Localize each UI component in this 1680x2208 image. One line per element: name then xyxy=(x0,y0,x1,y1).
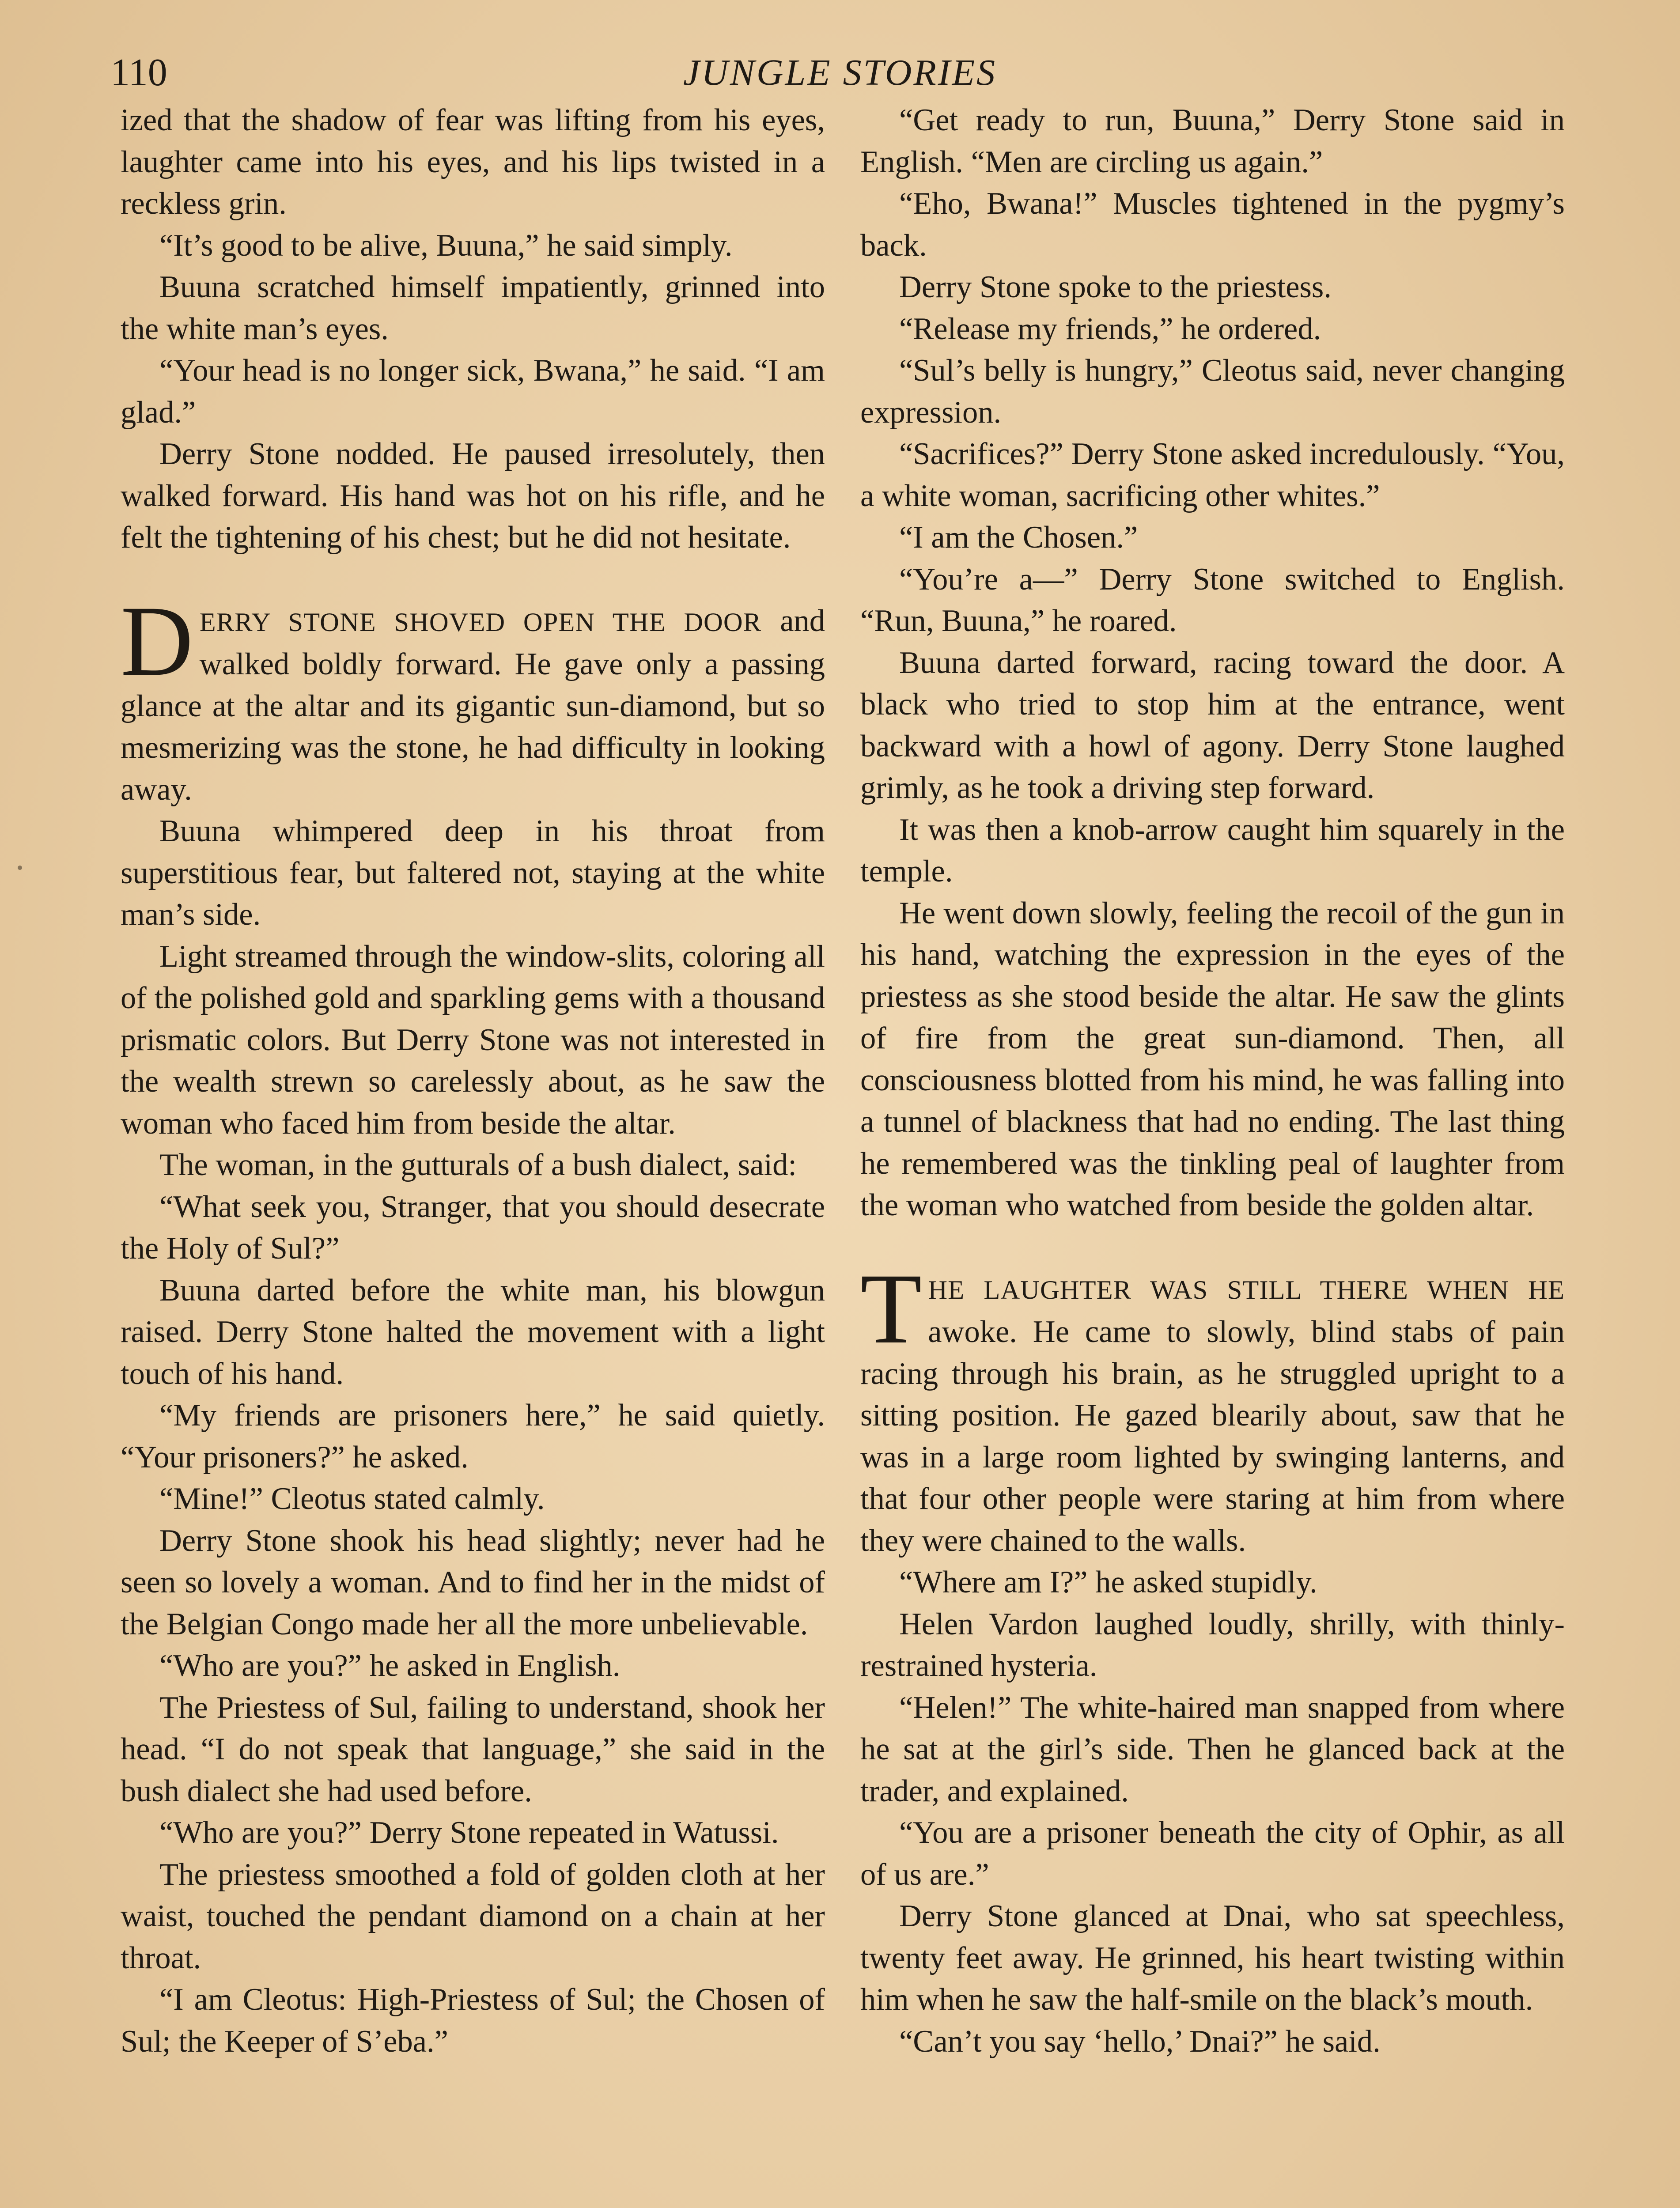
paragraph: “Sacrifices?” Derry Stone asked incredulously. “You, a white woman, sacrificing other whites.” xyxy=(860,437,1565,513)
paragraph: He went down slowly, feeling the recoil of the gun in his hand, watching the expression in the eyes of the priestess as she stood beside the altar. He saw the glints of fire from the great sun-diamond. Then, all consciousness blotted from his mind, he was falling into a tunnel of blackness that had no ending. The last thing he remembered was the tinkling peal of laughter from the woman who watched from beside the golden altar. xyxy=(860,896,1565,1222)
paragraph: “Sul’s belly is hungry,” Cleotus said, never changing expression. xyxy=(860,353,1565,430)
paragraph: It was then a knob-arrow caught him squarely in the temple. xyxy=(860,812,1565,888)
paragraph: “Eho, Bwana!” Muscles tightened in the pygmy’s back. xyxy=(860,186,1565,263)
paragraph: “My friends are prisoners here,” he said quietly. “Your prisoners?” he asked. xyxy=(121,1398,825,1475)
paragraph: ized that the shadow of fear was lifting from his eyes, laughter came into his eyes, and his lips twisted in a reckless grin. xyxy=(121,103,825,221)
section-lead-in: HE LAUGHTER WAS STILL THERE WHEN HE xyxy=(928,1275,1565,1305)
paragraph: “Your head is no longer sick, Bwana,” he said. “I am glad.” xyxy=(121,353,825,430)
left-column xyxy=(121,99,825,2062)
running-head: JUNGLE STORIES xyxy=(683,52,997,93)
paragraph: “Who are you?” he asked in English. xyxy=(159,1648,621,1683)
paragraph: Derry Stone spoke to the priestess. xyxy=(899,270,1332,304)
page-header xyxy=(110,49,1570,97)
section-lead-in: ERRY STONE SHOVED OPEN THE DOOR xyxy=(199,607,762,637)
drop-cap: T xyxy=(860,1253,922,1365)
paragraph: The woman, in the gutturals of a bush dialect, said: xyxy=(159,1148,797,1182)
paragraph: “Mine!” Cleotus stated calmly. xyxy=(159,1482,545,1516)
paragraph: “Release my friends,” he ordered. xyxy=(899,311,1321,346)
paragraph-text: awoke. He came to slowly, blind stabs of pain racing through his brain, as he struggled upright to a sitting position. He gazed blearily about, saw that he was in a large room lighted by swinging lanterns, and that four other people were staring at him from where they were chained to the walls. xyxy=(860,1315,1565,1558)
paragraph: “Helen!” The white-haired man snapped from where he sat at the girl’s side. Then he glanced back at the trader, and explained. xyxy=(860,1690,1565,1808)
paragraph: The priestess smoothed a fold of golden cloth at her waist, touched the pendant diamond on a chain at her throat. xyxy=(121,1857,825,1975)
paragraph: Derry Stone nodded. He paused irresolutely, then walked forward. His hand was hot on his rifle, and he felt the tightening of his chest; but he did not hesitate. xyxy=(121,437,825,555)
paper-speck xyxy=(18,866,22,870)
paragraph: “You are a prisoner beneath the city of Ophir, as all of us are.” xyxy=(860,1815,1565,1892)
paragraph: “Can’t you say ‘hello,’ Dnai?” he said. xyxy=(899,2024,1381,2059)
paragraph: Buuna darted before the white man, his blowgun raised. Derry Stone halted the movement with a light touch of his hand. xyxy=(121,1273,825,1391)
paragraph: Helen Vardon laughed loudly, shrilly, with thinly-restrained hysteria. xyxy=(860,1607,1565,1683)
paragraph: Light streamed through the window-slits, coloring all of the polished gold and sparkling gems with a thousand prismatic colors. But Derry Stone was not interested in the wealth strewn so carelessly about, as he saw the woman who faced him from beside the altar. xyxy=(121,939,825,1141)
paragraph: Buuna darted forward, racing toward the door. A black who tried to stop him at the entrance, went backward with a howl of agony. Derry Stone laughed grimly, as he took a driving step forward. xyxy=(860,645,1565,805)
paragraph: “I am the Chosen.” xyxy=(899,520,1138,555)
paragraph: Buuna whimpered deep in his throat from superstitious fear, but faltered not, staying at the white man’s side. xyxy=(121,814,825,932)
paragraph: The Priestess of Sul, failing to understand, shook her head. “I do not speak that language,” she said in the bush dialect she had used before. xyxy=(121,1690,825,1808)
paragraph: Buuna scratched himself impatiently, grinned into the white man’s eyes. xyxy=(121,270,825,346)
paragraph-text: and walked boldly forward. He gave only a passing glance at the altar and its gigantic sun-diamond, but so mesmerizing was the stone, he had difficulty in looking away. xyxy=(121,603,825,807)
right-column xyxy=(860,99,1565,2062)
section-opening-paragraph xyxy=(121,585,825,811)
paragraph: “Get ready to run, Buuna,” Derry Stone said in English. “Men are circling us again.” xyxy=(860,103,1565,179)
paragraph: Derry Stone shook his head slightly; never had he seen so lovely a woman. And to find her in the midst of the Belgian Congo made her all the more unbelievable. xyxy=(121,1523,825,1641)
paragraph: “What seek you, Stranger, that you should desecrate the Holy of Sul?” xyxy=(121,1189,825,1266)
paragraph: “It’s good to be alive, Buuna,” he said simply. xyxy=(159,228,733,263)
paragraph: “I am Cleotus: High-Priestess of Sul; the Chosen of Sul; the Keeper of S’eba.” xyxy=(121,1982,825,2059)
paragraph: “You’re a—” Derry Stone switched to English. “Run, Buuna,” he roared. xyxy=(860,562,1565,638)
paragraph: “Where am I?” he asked stupidly. xyxy=(899,1565,1317,1599)
paragraph: Derry Stone glanced at Dnai, who sat speechless, twenty feet away. He grinned, his heart twisting within him when he saw the half-smile on the black’s mouth. xyxy=(860,1899,1565,2017)
page-number: 110 xyxy=(110,51,167,94)
drop-cap: D xyxy=(121,585,193,697)
paragraph: “Who are you?” Derry Stone repeated in Watussi. xyxy=(159,1815,779,1850)
section-opening-paragraph xyxy=(860,1253,1565,1562)
